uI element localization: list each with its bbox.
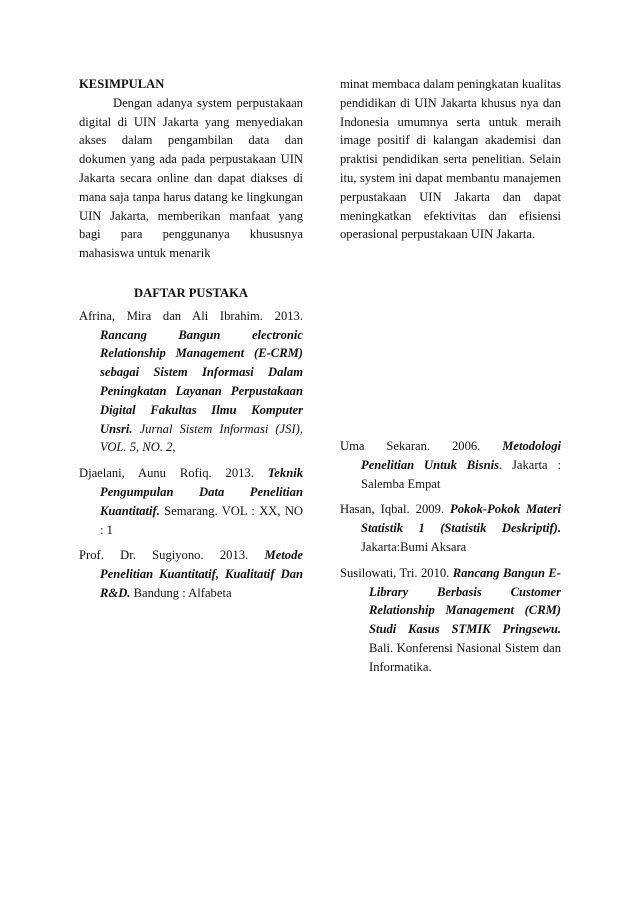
conclusion-paragraph-part1: Dengan adanya system perpustakaan digital di UIN Jakarta yang menyediakan akses dalam pengambilan data dan dokumen yang ada pada perpustakaan UIN Jakarta secara online dan dapat diakses di mana saja tanpa harus datang ke lingkungan UIN Jakarta, memberikan manfaat yang bagi para penggunanya khususnya mahasiswa untuk menarik — [79, 95, 303, 261]
reference-title: Pokok-Pokok Materi Statistik 1 (Statistik Deskriptif). — [361, 502, 561, 536]
reference-publisher: Bandung : Alfabeta — [133, 585, 232, 600]
reference-title: Metode Penelitian Kuantitatif, Kualitatif Dan R&D. — [100, 548, 303, 600]
reference-author-year: Uma Sekaran. 2006. — [340, 439, 481, 453]
reference-author-year: Prof. Dr. Sugiyono. 2013. — [79, 548, 249, 563]
left-column-references — [79, 284, 303, 610]
reference-author-year: Hasan, Iqbal. 2009. — [340, 502, 445, 517]
reference-entry — [79, 464, 303, 539]
reference-entry — [79, 546, 303, 602]
reference-journal: Jurnal Sistem Informasi (JSI), VOL. 5, NO. 2, — [100, 421, 303, 455]
reference-title: Rancang Bangun electronic Relationship Management (E-CRM) sebagai Sistem Informasi Dalam Peningkatan Layanan Perpustakaan Digital Fakultas Ilmu Komputer Unsri. — [100, 327, 303, 436]
conclusion-paragraph-part2: minat membaca dalam peningkatan kualitas pendidikan di UIN Jakarta khusus nya dan Indonesia umumnya serta untuk meraih image positif di kalangan akademisi dan praktisi pendidikan serta penelitian. Selain itu, system ini dapat membantu manajemen perpustakaan UIN Jakarta dan dapat meningkatkan efektivitas dan efisiensi operasional perpustakaan UIN Jakarta. — [340, 77, 562, 242]
left-column-conclusion — [79, 75, 303, 263]
right-column-conclusion — [340, 75, 561, 244]
reference-entry — [79, 307, 303, 457]
reference-publisher: Bali. Konferensi Nasional Sistem dan Informatika. — [369, 640, 561, 674]
reference-author-year: Djaelani, Aunu Rofiq. 2013. — [79, 466, 254, 481]
reference-title: Teknik Pengumpulan Data Penelitian Kuantitatif. — [100, 466, 303, 518]
section-heading-daftar-pustaka: DAFTAR PUSTAKA — [134, 286, 248, 300]
reference-publisher: Jakarta:Bumi Aksara — [361, 539, 467, 554]
reference-entry — [340, 564, 561, 677]
reference-author-year: Susilowati, Tri. 2010. — [340, 565, 450, 580]
reference-entry — [340, 500, 561, 556]
reference-title: Rancang Bangun E-Library Berbasis Customer Relationship Management (CRM) Studi Kasus STMIK Pringsewu. — [369, 565, 561, 637]
reference-entry — [340, 437, 561, 493]
reference-publisher: . Jakarta : Salemba Empat — [361, 457, 561, 491]
reference-author-year: Afrina, Mira dan Ali Ibrahim. 2013. — [79, 308, 303, 323]
reference-publisher: Semarang. VOL : XX, NO : 1 — [100, 503, 304, 537]
section-heading-kesimpulan: KESIMPULAN — [79, 77, 165, 91]
reference-title: Metodologi Penelitian Untuk Bisnis — [361, 439, 561, 472]
right-column-references — [340, 437, 561, 684]
